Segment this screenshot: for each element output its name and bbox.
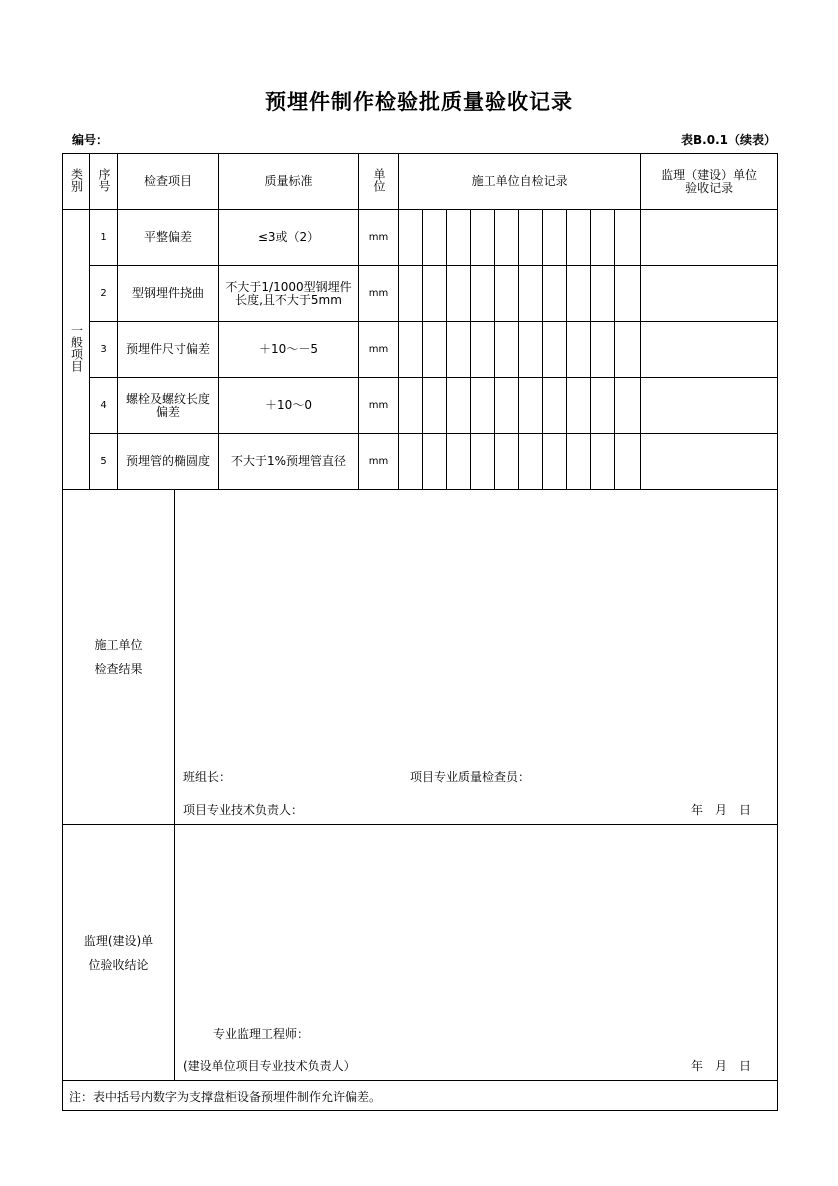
footnote: 注：表中括号内数字为支撑盘柜设备预埋件制作允许偏差。 <box>62 1081 778 1111</box>
self-check-cell[interactable] <box>495 266 519 322</box>
self-check-cell[interactable] <box>471 378 495 434</box>
row-seq: 2 <box>90 266 118 322</box>
self-check-cell[interactable] <box>591 378 615 434</box>
construction-label: 施工单位 检查结果 <box>63 489 175 824</box>
self-check-cell[interactable] <box>471 322 495 378</box>
self-check-cell[interactable] <box>399 210 423 266</box>
table-row <box>63 210 778 266</box>
row-standard: ＋10～－5 <box>219 322 359 378</box>
self-check-cell[interactable] <box>399 266 423 322</box>
construction-section <box>62 489 778 825</box>
self-check-cell[interactable] <box>447 266 471 322</box>
self-check-cell[interactable] <box>423 434 447 490</box>
self-check-cell[interactable] <box>519 322 543 378</box>
self-check-cell[interactable] <box>615 266 641 322</box>
row-item: 平整偏差 <box>118 210 219 266</box>
supervision-cell[interactable] <box>641 322 778 378</box>
self-check-cell[interactable] <box>471 434 495 490</box>
self-check-cell[interactable] <box>615 434 641 490</box>
engineer-label: 专业监理工程师： <box>213 1027 310 1041</box>
header-standard: 质量标准 <box>219 154 359 210</box>
page-title: 预埋件制作检验批质量验收记录 <box>265 90 573 114</box>
row-unit: mm <box>359 378 399 434</box>
self-check-cell[interactable] <box>423 322 447 378</box>
self-check-cell[interactable] <box>567 266 591 322</box>
row-item: 型钢埋件挠曲 <box>118 266 219 322</box>
self-check-cell[interactable] <box>495 434 519 490</box>
self-check-cell[interactable] <box>519 210 543 266</box>
quality-inspector-label: 项目专业质量检查员： <box>410 770 531 784</box>
row-standard: 不大于1/1000型钢埋件长度,且不大于5mm <box>219 266 359 322</box>
row-item: 螺栓及螺纹长度偏差 <box>118 378 219 434</box>
self-check-cell[interactable] <box>423 266 447 322</box>
supervision-section <box>62 825 778 1081</box>
supervision-cell[interactable] <box>641 378 778 434</box>
supervision-cell[interactable] <box>641 266 778 322</box>
self-check-cell[interactable] <box>447 210 471 266</box>
row-standard: ＋10～0 <box>219 378 359 434</box>
self-check-cell[interactable] <box>423 210 447 266</box>
self-check-cell[interactable] <box>447 322 471 378</box>
construction-date: 年 月 日 <box>691 803 752 817</box>
table-row <box>63 266 778 322</box>
header-seq: 序号 <box>97 168 111 192</box>
self-check-cell[interactable] <box>591 322 615 378</box>
self-check-cell[interactable] <box>543 322 567 378</box>
self-check-cell[interactable] <box>399 434 423 490</box>
self-check-cell[interactable] <box>543 434 567 490</box>
table-header <box>63 154 778 210</box>
self-check-cell[interactable] <box>543 210 567 266</box>
category-general: 一般项目 <box>69 324 84 372</box>
self-check-cell[interactable] <box>567 378 591 434</box>
row-unit: mm <box>359 266 399 322</box>
self-check-cell[interactable] <box>591 210 615 266</box>
supervision-cell[interactable] <box>641 434 778 490</box>
self-check-cell[interactable] <box>423 378 447 434</box>
row-standard: ≤3或（2） <box>219 210 359 266</box>
row-unit: mm <box>359 434 399 490</box>
row-seq: 3 <box>90 322 118 378</box>
self-check-cell[interactable] <box>615 378 641 434</box>
table-row <box>63 378 778 434</box>
self-check-cell[interactable] <box>399 322 423 378</box>
self-check-cell[interactable] <box>591 266 615 322</box>
self-check-cell[interactable] <box>519 434 543 490</box>
row-seq: 1 <box>90 210 118 266</box>
self-check-cell[interactable] <box>471 210 495 266</box>
inspection-table <box>62 153 778 490</box>
form-code: 表B.0.1（续表） <box>681 133 776 147</box>
self-check-cell[interactable] <box>471 266 495 322</box>
self-check-cell[interactable] <box>615 322 641 378</box>
header-item: 检查项目 <box>118 154 219 210</box>
self-check-cell[interactable] <box>495 210 519 266</box>
self-check-cell[interactable] <box>495 378 519 434</box>
self-check-cell[interactable] <box>543 266 567 322</box>
supervision-date: 年 月 日 <box>691 1059 752 1073</box>
self-check-cell[interactable] <box>567 210 591 266</box>
supervision-cell[interactable] <box>641 210 778 266</box>
table-row <box>63 434 778 490</box>
row-seq: 4 <box>90 378 118 434</box>
self-check-cell[interactable] <box>543 378 567 434</box>
row-unit: mm <box>359 322 399 378</box>
self-check-cell[interactable] <box>567 434 591 490</box>
self-check-cell[interactable] <box>615 210 641 266</box>
row-item: 预埋管的椭圆度 <box>118 434 219 490</box>
self-check-cell[interactable] <box>447 378 471 434</box>
header-category: 类别 <box>69 168 84 192</box>
owner-tech-label: (建设单位项目专业技术负责人） <box>183 1059 356 1073</box>
self-check-cell[interactable] <box>495 322 519 378</box>
table-row <box>63 322 778 378</box>
self-check-cell[interactable] <box>447 434 471 490</box>
row-unit: mm <box>359 210 399 266</box>
header-unit: 单位 <box>372 168 386 192</box>
supervision-label: 监理(建设)单 位验收结论 <box>63 825 175 1080</box>
self-check-cell[interactable] <box>519 266 543 322</box>
self-check-cell[interactable] <box>591 434 615 490</box>
team-leader-label: 班组长： <box>183 770 232 784</box>
header-self-check: 施工单位自检记录 <box>399 154 641 210</box>
number-label: 编号： <box>72 133 109 147</box>
tech-lead-label: 项目专业技术负责人： <box>183 803 304 817</box>
self-check-cell[interactable] <box>399 378 423 434</box>
header-supervision: 监理（建设）单位验收记录 <box>641 154 778 210</box>
row-seq: 5 <box>90 434 118 490</box>
self-check-cell[interactable] <box>519 378 543 434</box>
row-standard: 不大于1%预埋管直径 <box>219 434 359 490</box>
row-item: 预埋件尺寸偏差 <box>118 322 219 378</box>
self-check-cell[interactable] <box>567 322 591 378</box>
